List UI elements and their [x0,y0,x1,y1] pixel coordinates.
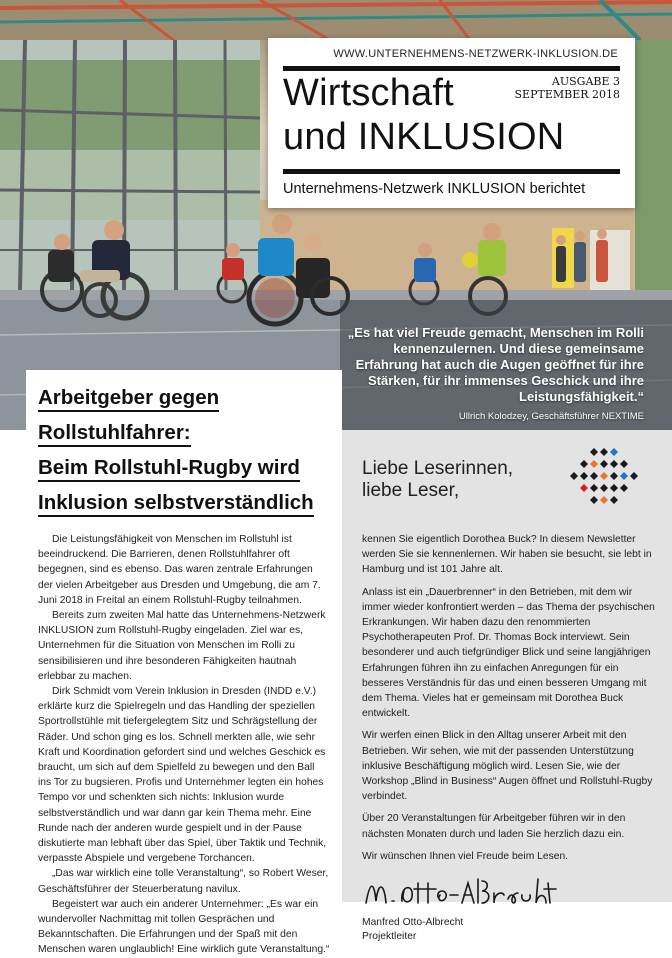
letter-body [362,532,658,944]
website-url[interactable]: WWW.UNTERNEHMENS-NETZWERK-INKLUSION.DE [333,48,618,60]
signer-role: Projektleiter [362,931,417,943]
greeting-line-1: Liebe Leserinnen, [362,458,514,479]
logo-diamond [590,496,598,504]
logo-diamond [610,484,618,492]
logo-diamond [600,460,608,468]
headline-line: Arbeitgeber gegen [38,385,219,412]
headline-line: Beim Rollstuhl-Rugby wird [38,455,300,482]
title-line-1: Wirtschaft [283,72,454,114]
masthead-rule-bottom [283,169,620,174]
letter-paragraph: Anlass ist ein „Dauerbrenner“ in den Betrieben, mit dem wir immer wieder konfrontiert werden – das Thema der psychischen Erkrankungen. Wir haben dazu den renommierten Psychotherapeuten Prof. Dr. Thomas Bock interviewt. Sein besonderer und auch tiefgründiger Blick und seine langjährigen Erfahrungen führen ihn zu einfachen Anregungen für ein besseres Verständnis für das und einen besseren Umgang mit dem Thema. Vieles hat er gemeinsam mit Dorothea Buck entwickelt. [362,586,655,720]
signer-name: Manfred Otto-Albrecht [362,917,464,929]
article-body [38,532,330,958]
greeting-line-2: liebe Leser, [362,480,460,501]
logo-diamond [620,484,628,492]
logo-diamond [600,484,608,492]
letter-paragraph: Wir wünschen Ihnen viel Freude beim Lesen. [362,850,569,862]
article-paragraph: Begeistert war auch ein anderer Unternehmer: „Es war ein wundervoller Nachmittag mit tollen Gesprächen und Bekanntschaften. Die Erfahrungen und der Spaß mit den Menschen waren unglaublich! Eine wirklich gute Veranstaltung.“ [38,898,330,956]
masthead [268,38,635,208]
logo-diamond [600,496,608,504]
logo-diamond [580,472,588,480]
logo-diamond [610,496,618,504]
logo-diamond [590,460,598,468]
letter-paragraph: kennen Sie eigentlich Dorothea Buck? In diesem Newsletter werden Sie sie kennenlernen. Wir haben sie besucht, sie lebt in Hamburg und ist 101 Jahre alt. [362,534,652,576]
masthead-title [283,71,620,169]
issue-info [515,75,620,101]
letter-paragraph: Wir werfen einen Blick in den Alltag unserer Arbeit mit den Betrieben. Wir sehen, wie mit der passenden Unterstützung inklusive Beschäftigung möglich wird. Lesen Sie, wie der Workshop „Blind in Business“ Augen öffnet und Rollstuhl-Rugby verbindet. [362,730,653,803]
logo-diamond [610,472,618,480]
logo-diamond [620,460,628,468]
logo-diamond [630,472,638,480]
article-paragraph: Die Leistungsfähigkeit von Menschen im Rollstuhl ist beeindruckend. Die Barrieren, denen Rollstuhlfahrer oft begegnen, sind es ebenso. Das waren zentrale Erfahrungen der vielen Arbeitgeber aus Dresden und Umgebung, die am 7. Juni 2018 in Freital an einem Rollstuhl-Rugby teilnahmen. [38,534,321,606]
headline-line: Rollstuhlfahrer: [38,420,191,447]
issue-number: AUSGABE 3 [551,75,620,88]
spectators [556,229,608,282]
logo-diamond [620,472,628,480]
logo-diamond [580,484,588,492]
issue-date: SEPTEMBER 2018 [514,88,620,101]
network-logo-icon [568,446,640,510]
article-paragraph: Bereits zum zweiten Mal hatte das Unternehmens-Netzwerk INKLUSION zum Rollstuhl-Rugby eingeladen. Ziel war es, Unternehmen für die Situation von Menschen im Rolli zu sensibilisieren und ihre besonderen Fähigkeiten hautnah erlebbar zu machen. [38,610,326,682]
logo-diamond [570,472,578,480]
article-headline [38,382,330,522]
letter-paragraph: Über 20 Veranstaltungen für Arbeitgeber führen wir in den nächsten Monaten durch und laden Sie herzlich dazu ein. [362,813,626,840]
logo-diamond [610,448,618,456]
logo-diamond [600,448,608,456]
masthead-subtitle: Unternehmens-Netzwerk INKLUSION berichtet [283,181,586,197]
handwritten-signature [362,875,562,911]
logo-diamond [590,472,598,480]
logo-diamond [610,460,618,468]
title-line-2: und INKLUSION [283,116,565,158]
logo-diamond [590,484,598,492]
quote-attribution: Ullrich Kolodzey, Geschäftsführer NEXTIME [458,411,644,422]
headline-line: Inklusion selbstverständlich [38,490,314,517]
logo-diamond [590,448,598,456]
logo-diamond [580,460,588,468]
logo-diamond [600,472,608,480]
article-paragraph: „Das war wirklich eine tolle Veranstaltung“, so Robert Weser, Geschäftsführer der Steuerberatung navilux. [38,868,329,895]
quote-text: „Es hat viel Freude gemacht, Menschen im Rolli kennenzulernen. Und diese gemeinsame Erfahrung hat auch die Augen geöffnet für ihre Stärken, für ihr immenses Geschick und ihre Leistungsfähigkeit.“ [347,325,644,404]
article [26,370,342,956]
article-paragraph: Dirk Schmidt vom Verein Inklusion in Dresden (INDD e.V.) erklärte kurz die Spielregeln und das Handling der speziellen Sportrollstühle mit tiefergelegtem Sitz und Schrägstellung der Räder. Und schon ging es los. Schnell merkten alle, wie sehr Kraft und Koordination gefordert sind und welches Geschick es braucht, um sich auf dem Spielfeld zu bewegen und den Ball ins Tor zu bugsieren. Profis und Unternehmer legten ein hohes Tempo vor und schenkten sich nichts: Inklusion wurde selbstverständlich und war dann gar kein Thema mehr. Eine Runde nach der anderen wurde gespielt und in der Pause diskutierte man lebhaft über das Spiel, über Taktik und Technik, verpasste Abspiele und vergebene Torchancen. [38,686,327,865]
pull-quote [344,325,644,422]
editorial-letter [342,430,672,943]
